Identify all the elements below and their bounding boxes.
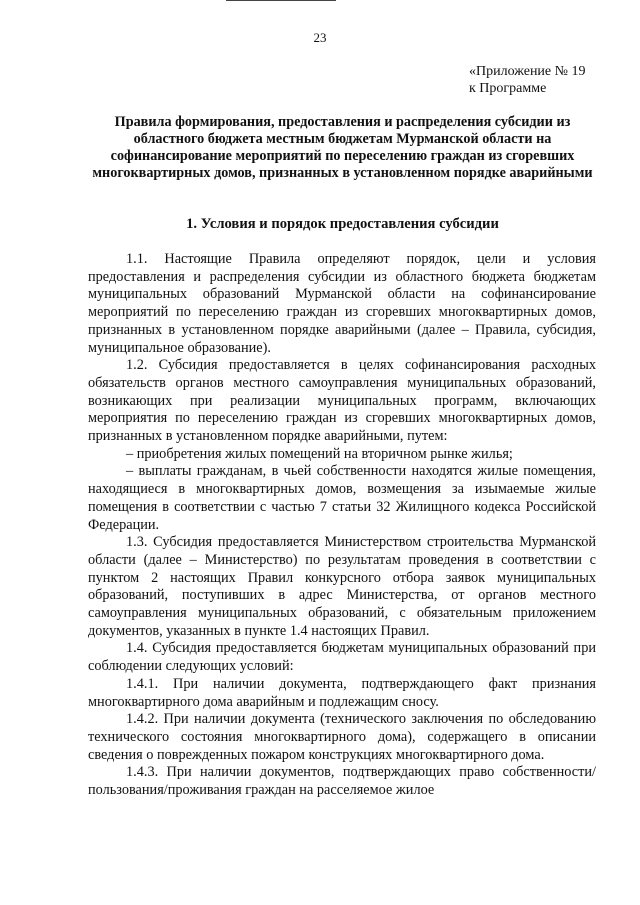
appendix-line-1: «Приложение № 19 (469, 64, 586, 79)
top-rule (226, 0, 336, 1)
paragraph-1-3: 1.3. Субсидия предоставляется Министерством строительства Мурманской области (далее – Министерство) по результатам проведения в соответствии с пунктом 2 настоящих Правил конкурсного отбора заявок муниципальных образований, поступивших в адрес Министерства, от органов местного самоуправления муниципальных образований, с обязательным приложением документов, указанных в пункте 1.4 настоящих Правил. (88, 534, 596, 639)
paragraph-1-4-3: 1.4.3. При наличии документов, подтверждающих право собственности/пользования/проживания граждан на расселяемое жилое (88, 764, 596, 799)
page-number: 23 (313, 30, 327, 45)
paragraph-1-1: 1.1. Настоящие Правила определяют порядок, цели и условия предоставления и распределения субсидии из областного бюджета бюджетам муниципальных образований Мурманской области на софинансирование мероприятий по переселению граждан из сгоревших многоквартирных домов, признанных в установленном порядке аварийными (далее – Правила, субсидия, муниципальное образование). (88, 251, 596, 356)
paragraph-1-4-2: 1.4.2. При наличии документа (технического заключения по обследованию технического состояния многоквартирного дома), содержащего в описании сведения о поврежденных пожаром конструкциях многоквартирного дома. (88, 711, 596, 763)
paragraph-1-4-1: 1.4.1. При наличии документа, подтверждающего факт признания многоквартирного дома аварийным и подлежащим сносу. (88, 675, 596, 710)
list-item-payment: – выплаты гражданам, в чьей собственности находятся жилые помещения, находящиеся в многоквартирных домов, возмещения за изымаемые жилые помещения в соответствии с частью 7 статьи 32 Жилищного кодекса Российской Федерации. (88, 463, 596, 533)
document-title: Правила формирования, предоставления и распределения субсидии из областного бюджета местным бюджетам Мурманской области на софинансирование мероприятий по переселению граждан из сгоревших многоквартирных домов, признанных в установленном порядке аварийными (92, 114, 593, 181)
appendix-line-2: к Программе (469, 81, 547, 96)
paragraph-1-4: 1.4. Субсидия предоставляется бюджетам муниципальных образований при соблюдении следующих условий: (88, 640, 596, 675)
list-item-purchase: – приобретения жилых помещений на вторичном рынке жилья; (126, 445, 513, 462)
paragraph-1-2: 1.2. Субсидия предоставляется в целях софинансирования расходных обязательств органов местного самоуправления муниципальных образований, возникающих при реализации муниципальных программ, включающих мероприятия по переселению граждан из сгоревших многоквартирных домов, признанных в установленном порядке аварийными, путем: (88, 357, 596, 445)
section-heading: 1. Условия и порядок предоставления субсидии (186, 216, 499, 232)
appendix-reference (469, 63, 586, 97)
document-body (88, 251, 596, 800)
